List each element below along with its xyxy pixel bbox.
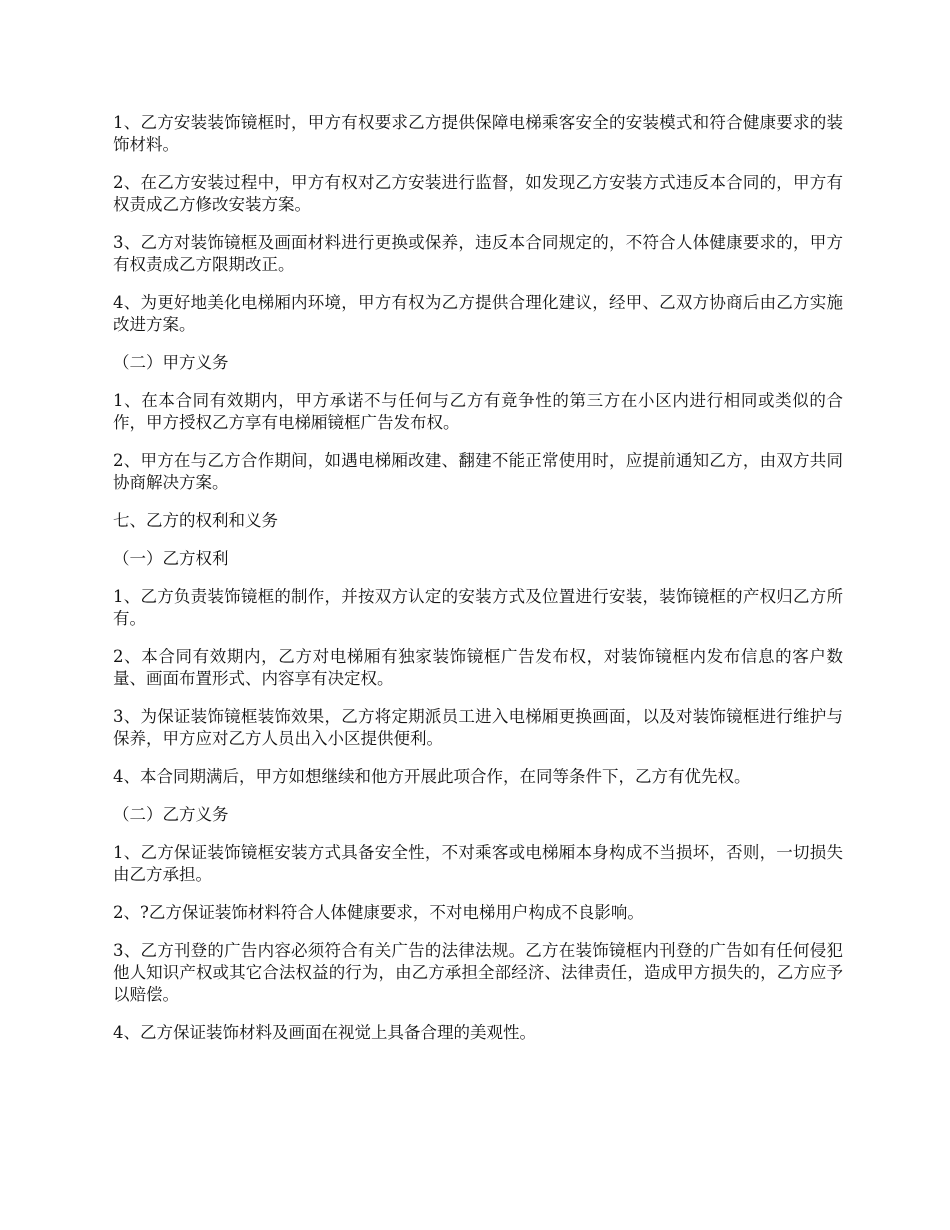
- paragraph-4: 4、为更好地美化电梯厢内环境，甲方有权为乙方提供合理化建议，经甲、乙双方协商后由乙方实施改进方案。: [113, 293, 843, 334]
- paragraph-3: 3、乙方对装饰镜框及画面材料进行更换或保养，违反本合同规定的，不符合人体健康要求的，甲方有权责成乙方限期改正。: [113, 233, 843, 274]
- paragraph-11: 1、乙方保证装饰镜框安装方式具备安全性，不对乘客或电梯厢本身构成不当损坏，否则，一切损失由乙方承担。: [113, 843, 843, 884]
- document-body: [113, 112, 843, 1060]
- paragraph-2: 2、在乙方安装过程中，甲方有权对乙方安装进行监督，如发现乙方安装方式违反本合同的，甲方有权责成乙方修改安装方案。: [113, 173, 843, 214]
- paragraph-9: 3、为保证装饰镜框装饰效果，乙方将定期派员工进入电梯厢更换画面，以及对装饰镜框进行维护与保养，甲方应对乙方人员出入小区提供便利。: [113, 707, 843, 748]
- paragraph-5: 1、在本合同有效期内，甲方承诺不与任何与乙方有竟争性的第三方在小区内进行相同或类似的合作，甲方授权乙方享有电梯厢镜框广告发布权。: [113, 391, 843, 432]
- section-heading-party-b-obligations: （二）乙方义务: [113, 805, 229, 824]
- paragraph-6: 2、甲方在与乙方合作期间，如遇电梯厢改建、翻建不能正常使用时，应提前通知乙方，由双方共同协商解决方案。: [113, 451, 843, 492]
- paragraph-14: 4、乙方保证装饰材料及画面在视觉上具备合理的美观性。: [113, 1023, 536, 1042]
- paragraph-7: 1、乙方负责装饰镜框的制作，并按双方认定的安装方式及位置进行安装，装饰镜框的产权归乙方所有。: [113, 587, 843, 628]
- section-heading-party-a-obligations: （二）甲方义务: [113, 353, 229, 372]
- paragraph-12: 2、?乙方保证装饰材料符合人体健康要求，不对电梯用户构成不良影响。: [113, 903, 644, 922]
- paragraph-1: 1、乙方安装装饰镜框时，甲方有权要求乙方提供保障电梯乘客安全的安装模式和符合健康要求的装饰材料。: [113, 113, 843, 154]
- section-heading-party-b-rights: （一）乙方权利: [113, 549, 229, 568]
- paragraph-13: 3、乙方刊登的广告内容必须符合有关广告的法律法规。乙方在装饰镜框内刊登的广告如有任何侵犯他人知识产权或其它合法权益的行为，由乙方承担全部经济、法律责任，造成甲方损失的，乙方应予以赔偿。: [113, 941, 843, 1004]
- section-heading-party-b-rights-obligations: 七、乙方的权利和义务: [113, 511, 278, 530]
- paragraph-10: 4、本合同期满后，甲方如想继续和他方开展此项合作，在同等条件下，乙方有优先权。: [113, 767, 751, 786]
- paragraph-8: 2、本合同有效期内，乙方对电梯厢有独家装饰镜框广告发布权，对装饰镜框内发布信息的客户数量、画面布置形式、内容享有决定权。: [113, 647, 843, 688]
